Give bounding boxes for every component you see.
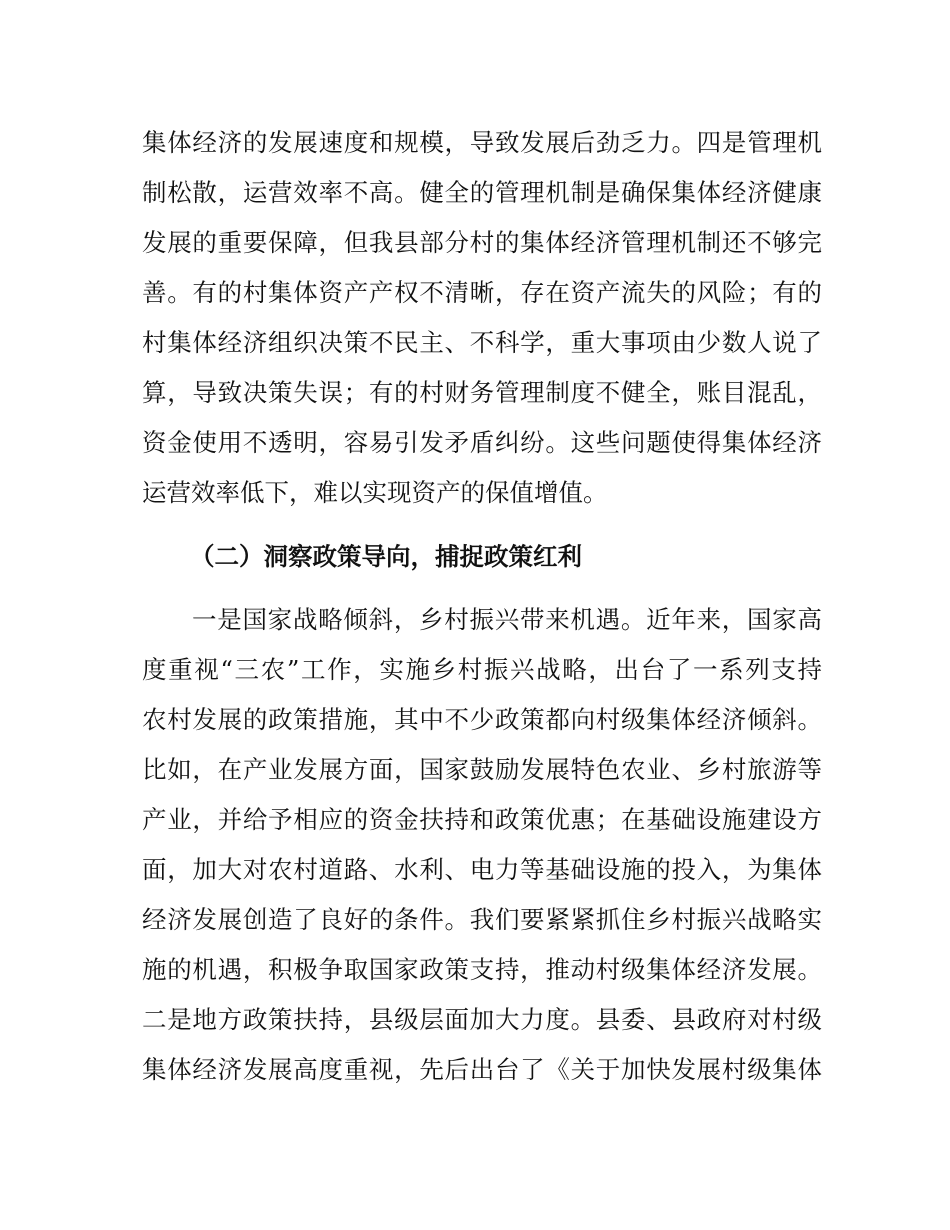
text-line: 发展的重要保障，但我县部分村的集体经济管理机制还不够完 <box>142 228 822 257</box>
text-line: 度重视“三农”工作，实施乡村振兴战略，出台了一系列支持 <box>142 655 822 684</box>
text-line: 面，加大对农村道路、水利、电力等基础设施的投入，为集体 <box>142 855 822 884</box>
text-line: 制松散，运营效率不高。健全的管理机制是确保集体经济健康 <box>142 178 822 207</box>
text-line: 集体经济的发展速度和规模，导致发展后劲乏力。四是管理机 <box>142 128 822 157</box>
text-line: 农村发展的政策措施，其中不少政策都向村级集体经济倾斜。 <box>142 705 822 734</box>
text-line: 经济发展创造了良好的条件。我们要紧紧抓住乡村振兴战略实 <box>142 905 822 934</box>
text-line: 运营效率低下，难以实现资产的保值增值。 <box>142 478 608 507</box>
text-line: 产业，并给予相应的资金扶持和政策优惠；在基础设施建设方 <box>142 805 822 834</box>
text-line: 比如，在产业发展方面，国家鼓励发展特色农业、乡村旅游等 <box>142 755 822 784</box>
text-line: 施的机遇，积极争取国家政策支持，推动村级集体经济发展。 <box>142 955 822 984</box>
text-line: 二是地方政策扶持，县级层面加大力度。县委、县政府对村级 <box>142 1005 822 1034</box>
text-line: 善。有的村集体资产产权不清晰，存在资产流失的风险；有的 <box>142 278 822 307</box>
text-line: 村集体经济组织决策不民主、不科学，重大事项由少数人说了 <box>142 328 822 357</box>
section-heading: （二）洞察政策导向，捕捉政策红利 <box>190 542 582 571</box>
text-line: 集体经济发展高度重视，先后出台了《关于加快发展村级集体 <box>142 1055 822 1084</box>
text-line: 算，导致决策失误；有的村财务管理制度不健全，账目混乱， <box>142 378 822 407</box>
text-line: 资金使用不透明，容易引发矛盾纠纷。这些问题使得集体经济 <box>142 428 822 457</box>
text-line: 一是国家战略倾斜，乡村振兴带来机遇。近年来，国家高 <box>192 605 822 634</box>
